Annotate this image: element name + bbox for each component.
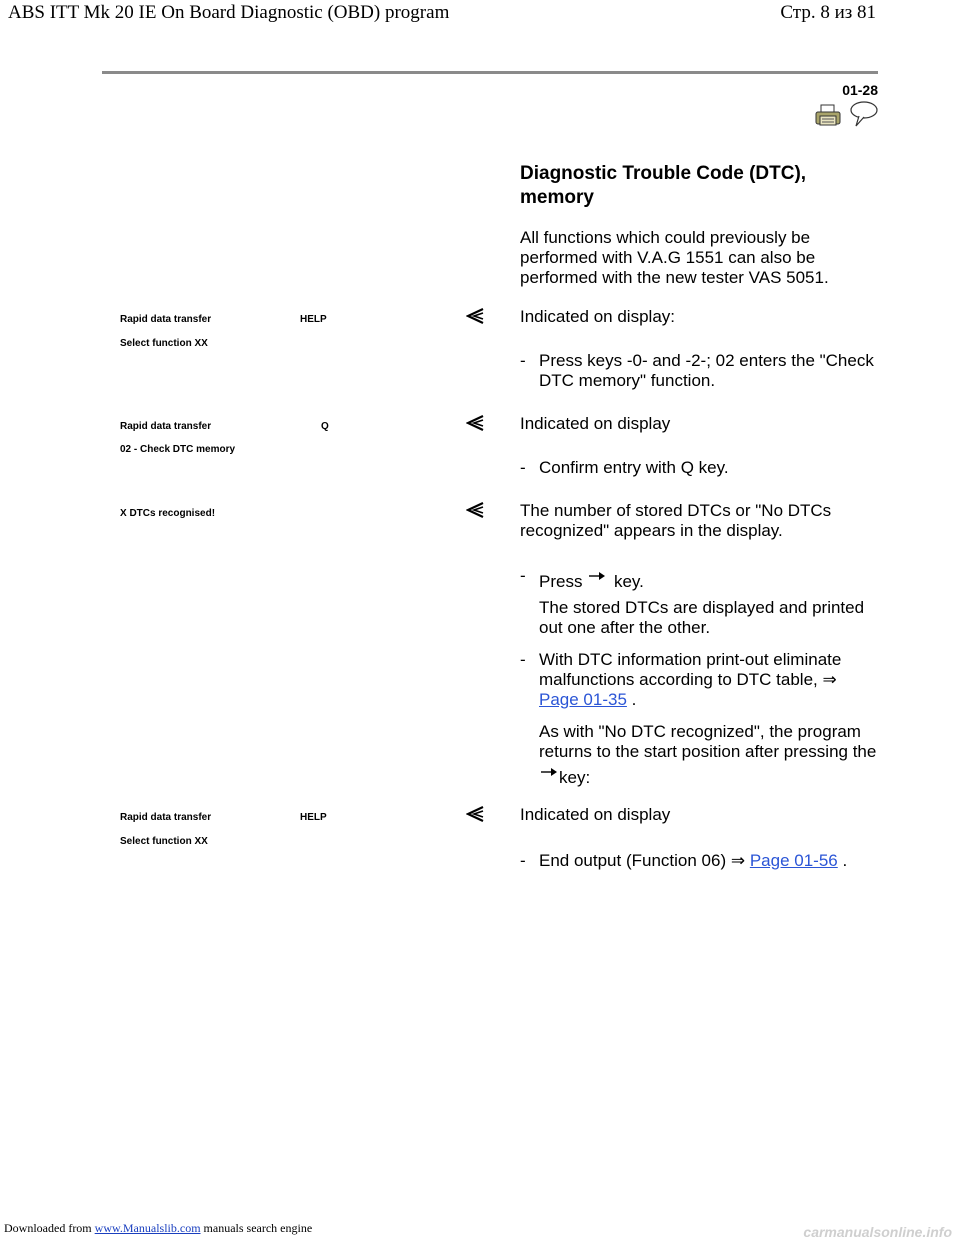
display-4-line1-left: Rapid data transfer [120, 812, 212, 823]
step-4-action: - With DTC information print-out eliminate malfunctions according to DTC table, ⇒ Page 01-35 . [520, 650, 842, 709]
step-3-action: - Press key. [520, 566, 644, 591]
pointer-arrow-icon [466, 415, 484, 436]
step-3-note: The stored DTCs are displayed and printed out one after the other. [539, 598, 865, 637]
page-counter: Стр. 8 из 81 [780, 2, 876, 23]
link-page-01-56[interactable]: Page 01-56 [749, 851, 838, 870]
section-title: Diagnostic Trouble Code (DTC), memory [520, 163, 807, 208]
print-icon[interactable] [815, 104, 841, 133]
display-1-line2: Select function XX [120, 338, 208, 349]
step-2-indicated: Indicated on display [520, 414, 671, 433]
display-4-line2: Select function XX [120, 836, 208, 847]
step-5-action: - End output (Function 06) ⇒ Page 01-56 . [520, 851, 848, 870]
footer-download-note: Downloaded from www.Manualslib.com manuals search engine [4, 1221, 313, 1235]
speech-bubble-icon[interactable] [848, 100, 880, 133]
display-3-line1: X DTCs recognised! [120, 508, 216, 519]
step-1-indicated: Indicated on display: [520, 307, 675, 326]
pointer-arrow-icon [466, 502, 484, 523]
document-title: ABS ITT Mk 20 IE On Board Diagnostic (OBD) program [8, 2, 450, 23]
right-arrow-key-icon [587, 566, 609, 586]
display-1-line1-left: Rapid data transfer [120, 314, 212, 325]
page-number: 01-28 [842, 82, 878, 98]
display-4-line1-right: HELP [300, 812, 327, 823]
watermark-logo: carmanualsonline.info [803, 1224, 952, 1240]
step-5-indicated: Indicated on display [520, 805, 671, 824]
display-2-line2: 02 - Check DTC memory [120, 444, 236, 455]
right-arrow-key-icon [539, 762, 559, 782]
step-1-action: - Press keys -0- and -2-; 02 enters the "Check DTC memory" function. [520, 351, 874, 390]
display-2-line1-right: Q [321, 421, 329, 432]
step-4-note: As with "No DTC recognized", the program returns to the start position after pressing the key: [539, 722, 877, 787]
pointer-arrow-icon [466, 806, 484, 827]
header-divider [102, 71, 878, 74]
link-page-01-35[interactable]: Page 01-35 [539, 690, 627, 709]
intro-text: All functions which could previously be performed with V.A.G 1551 can also be performed with the new tester VAS 5051. [520, 228, 829, 287]
display-1-line1-right: HELP [300, 314, 327, 325]
manualslib-link[interactable]: www.Manualslib.com [94, 1221, 201, 1235]
step-2-action: - Confirm entry with Q key. [520, 458, 729, 477]
step-3-result: The number of stored DTCs or "No DTCs recognized" appears in the display. [520, 501, 832, 540]
display-2-line1-left: Rapid data transfer [120, 421, 212, 432]
pointer-arrow-icon [466, 308, 484, 329]
